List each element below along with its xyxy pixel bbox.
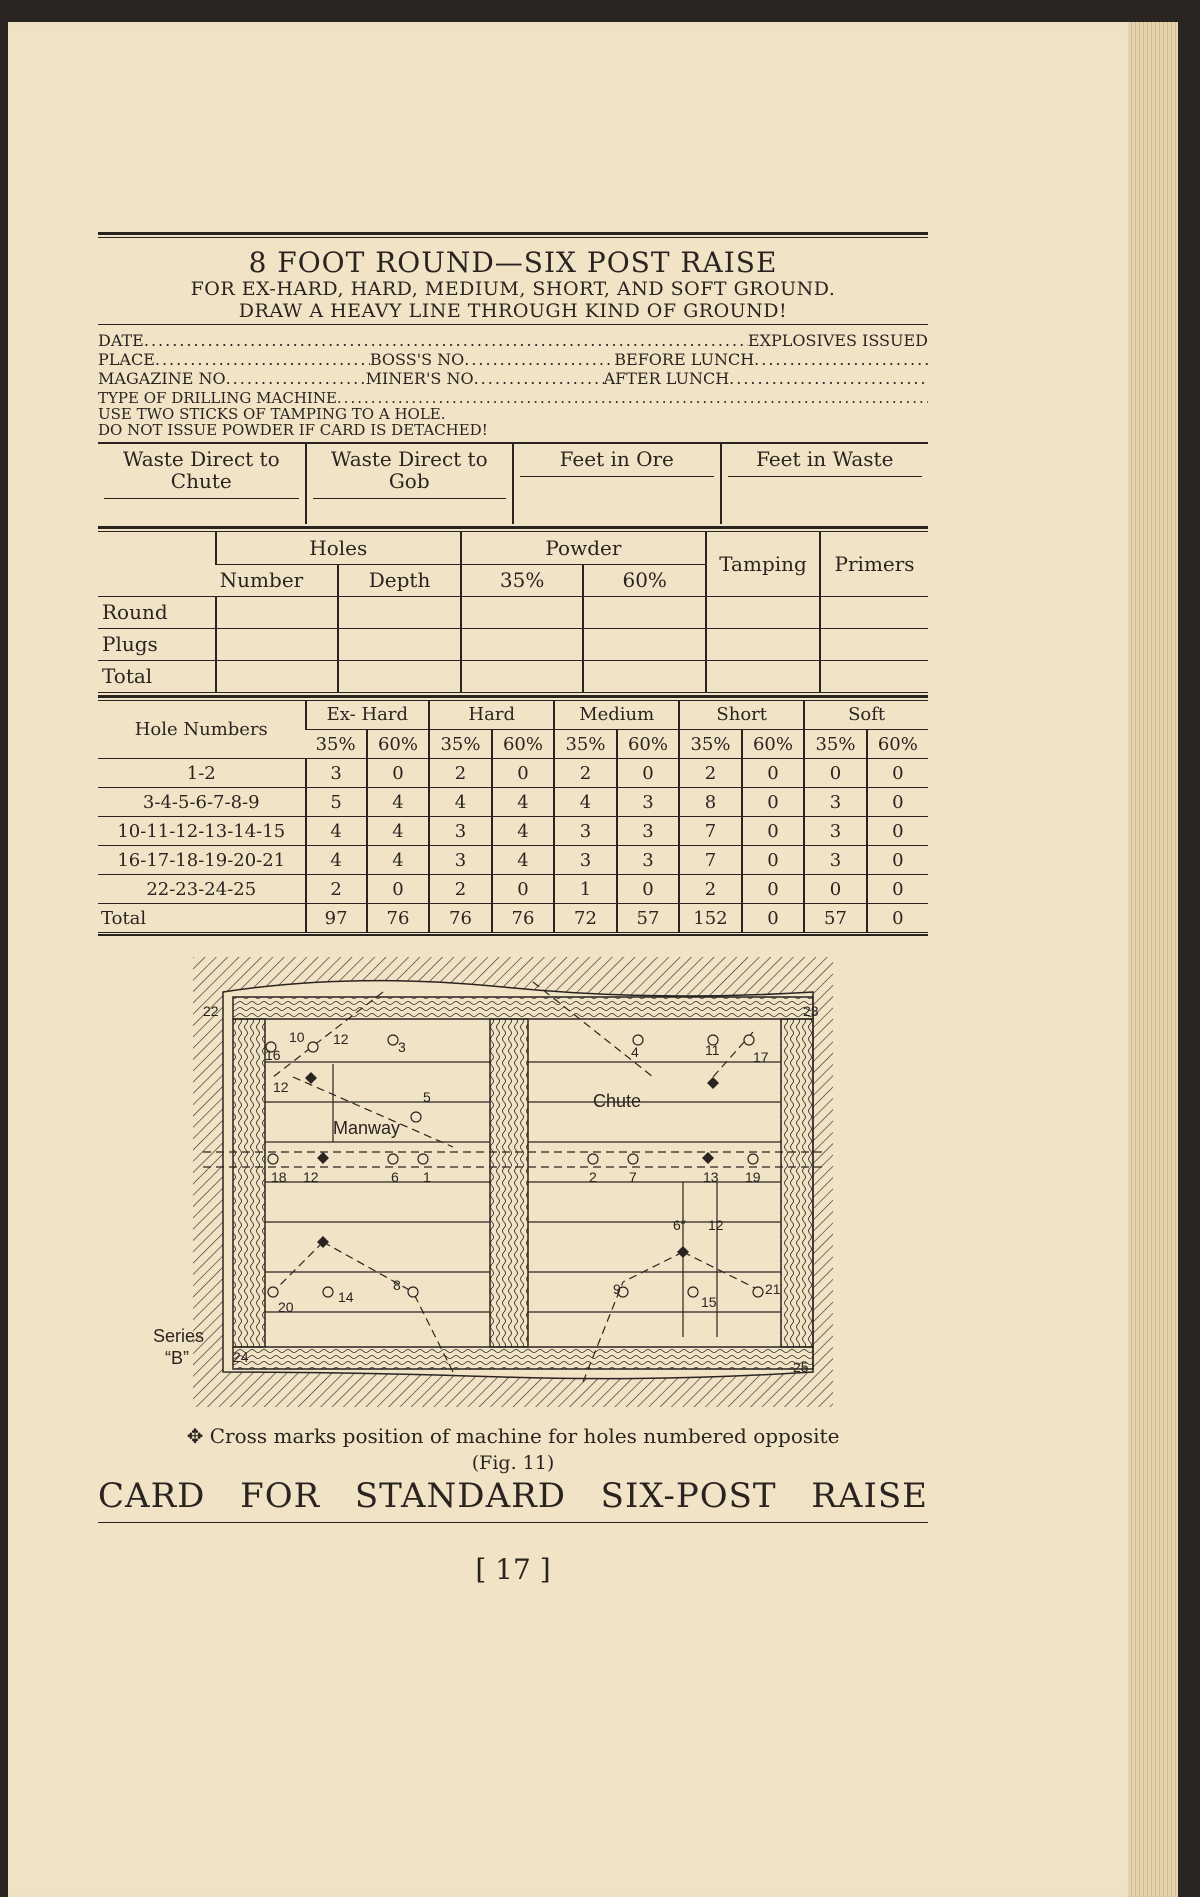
charge-cell: 2: [679, 759, 742, 788]
raise-diagram: [153, 952, 873, 1412]
ground-row: [98, 817, 928, 846]
explosives-issued-label: EXPLOSIVES ISSUED: [747, 331, 928, 350]
pct-header-p60: 60%: [617, 730, 680, 759]
figure-number: (Fig. 11): [471, 1452, 555, 1474]
ground-medium-header: Medium: [554, 701, 679, 730]
card-subtitle: FOR EX-HARD, HARD, MEDIUM, SHORT, AND SOFT GROUND.: [190, 278, 836, 300]
manway-label: Manway: [333, 1118, 401, 1138]
total-cell: 76: [492, 904, 555, 933]
charge-cell: 0: [867, 759, 928, 788]
depth-header: Depth: [338, 564, 461, 596]
total-cell: 97: [306, 904, 367, 933]
card-title: 8 FOOT ROUND—SIX POST RAISE: [248, 246, 778, 279]
hole-label-10: 10: [289, 1029, 305, 1045]
ground-row: [98, 759, 928, 788]
hole-label-4: 4: [631, 1044, 639, 1060]
pct-header-p35: 35%: [429, 730, 492, 759]
hole-numbers-cell: 16-17-18-19-20-21: [98, 846, 306, 875]
total-cell: 57: [617, 904, 680, 933]
charge-cell: 0: [742, 759, 805, 788]
tamping-header: Tamping: [706, 532, 820, 596]
ground-total-row: [98, 904, 928, 933]
charge-cell: 0: [617, 759, 680, 788]
legend-text: Cross marks position of machine for holes numbered opposite: [209, 1424, 840, 1448]
pct-header-p60: 60%: [867, 730, 928, 759]
hole-label-1: 1: [423, 1169, 431, 1185]
ground-row: [98, 846, 928, 875]
hole-numbers-cell: 3-4-5-6-7-8-9: [98, 788, 306, 817]
center-post: [490, 1019, 528, 1347]
charge-cell: 4: [429, 788, 492, 817]
holes-row-round: [98, 596, 928, 628]
page-caption: [98, 1476, 928, 1516]
pct-header-p60: 60%: [492, 730, 555, 759]
powder-60-header: 60%: [583, 564, 706, 596]
charge-cell: 1: [554, 875, 617, 904]
total-label: Total: [98, 904, 306, 933]
charge-cell: 0: [367, 875, 430, 904]
caption-word-3: STANDARD: [354, 1476, 566, 1516]
charge-cell: 0: [742, 788, 805, 817]
magazine-no-label: MAGAZINE NO: [98, 369, 226, 388]
powder-header: Powder: [461, 532, 706, 564]
charge-cell: 3: [306, 759, 367, 788]
hole-label-3: 3: [398, 1039, 406, 1055]
holes-header: Holes: [216, 532, 461, 564]
total-cell: 152: [679, 904, 742, 933]
charge-cell: 0: [742, 875, 805, 904]
tamping-note: USE TWO STICKS OF TAMPING TO A HOLE.: [98, 405, 446, 423]
charge-cell: 4: [367, 788, 430, 817]
series-label: Series: [153, 1326, 205, 1346]
charge-cell: 4: [367, 817, 430, 846]
ground-row: [98, 875, 928, 904]
hole-numbers-cell: 1-2: [98, 759, 306, 788]
charge-cell: 2: [429, 875, 492, 904]
before-lunch-label: BEFORE LUNCH: [614, 350, 755, 369]
hole-label-14: 14: [338, 1289, 354, 1305]
after-lunch-field[interactable]: [729, 369, 928, 388]
ground-table: [98, 701, 928, 934]
book-page: [8, 22, 1178, 1897]
row-label-total: Total: [98, 660, 216, 692]
before-lunch-field[interactable]: [754, 350, 928, 369]
dim-label-12b: 12: [708, 1217, 724, 1233]
waste-table: [98, 444, 928, 524]
ground-soft-header: Soft: [804, 701, 928, 730]
charge-cell: 3: [554, 817, 617, 846]
charge-cell: 4: [306, 846, 367, 875]
miner-no-field[interactable]: [474, 369, 604, 388]
charge-cell: 4: [554, 788, 617, 817]
holes-row-total: [98, 660, 928, 692]
caption-word-5: RAISE: [811, 1476, 928, 1516]
ground-exhard-header: Ex- Hard: [306, 701, 430, 730]
ground-short-header: Short: [679, 701, 804, 730]
top-wall-plate: [233, 997, 813, 1019]
ground-hard-header: Hard: [429, 701, 554, 730]
card-content: [98, 232, 928, 1586]
feet-ore-header: Feet in Ore: [520, 448, 714, 477]
row-label-round: Round: [98, 596, 216, 628]
pct-header-p35: 35%: [804, 730, 867, 759]
charge-cell: 3: [617, 788, 680, 817]
bottom-wall-plate: [233, 1347, 813, 1369]
total-cell: 0: [867, 904, 928, 933]
charge-cell: 4: [367, 846, 430, 875]
series-b-label: “B”: [165, 1348, 189, 1368]
hole-label-15: 15: [701, 1294, 717, 1310]
charge-cell: 3: [617, 817, 680, 846]
hole-label-24: 24: [233, 1349, 249, 1365]
hole-label-25: 25: [793, 1359, 809, 1375]
charge-cell: 0: [367, 759, 430, 788]
card-instruction: DRAW A HEAVY LINE THROUGH KIND OF GROUND!: [98, 300, 928, 325]
charge-cell: 0: [742, 817, 805, 846]
charge-cell: 4: [492, 846, 555, 875]
row-label-plugs: Plugs: [98, 628, 216, 660]
top-rule: [98, 232, 928, 238]
hole-numbers-cell: 10-11-12-13-14-15: [98, 817, 306, 846]
hole-numbers-cell: 22-23-24-25: [98, 875, 306, 904]
charge-cell: 7: [679, 846, 742, 875]
pct-header-p60: 60%: [367, 730, 430, 759]
date-field[interactable]: [144, 331, 748, 350]
charge-cell: 2: [679, 875, 742, 904]
charge-cell: 0: [867, 817, 928, 846]
magazine-no-field[interactable]: [226, 369, 366, 388]
hole-label-12a: 12: [333, 1031, 349, 1047]
charge-cell: 3: [429, 817, 492, 846]
hole-label-21: 21: [765, 1281, 781, 1297]
caption-word-1: CARD: [98, 1476, 206, 1516]
charge-cell: 0: [804, 759, 867, 788]
hole-label-2: 2: [589, 1169, 597, 1185]
boss-no-label: BOSS'S NO: [369, 350, 465, 369]
hole-label-17: 17: [753, 1049, 769, 1065]
hole-label-20: 20: [278, 1299, 294, 1315]
charge-cell: 0: [867, 875, 928, 904]
charge-cell: 4: [306, 817, 367, 846]
hole-label-6: 6: [391, 1169, 399, 1185]
drilling-machine-field[interactable]: [337, 390, 928, 406]
place-field[interactable]: [155, 350, 370, 369]
number-header: Number: [216, 564, 339, 596]
charge-cell: 4: [492, 788, 555, 817]
hole-label-19: 19: [745, 1169, 761, 1185]
charge-cell: 3: [617, 846, 680, 875]
hole-label-23: 23: [803, 1003, 819, 1019]
charge-cell: 0: [492, 875, 555, 904]
hole-label-18: 18: [271, 1169, 287, 1185]
dim-label-12: 12: [273, 1079, 289, 1095]
charge-cell: 3: [554, 846, 617, 875]
charge-cell: 0: [867, 846, 928, 875]
charge-cell: 7: [679, 817, 742, 846]
charge-cell: 3: [804, 846, 867, 875]
hole-label-8: 8: [393, 1277, 401, 1293]
hole-label-7: 7: [629, 1169, 637, 1185]
primers-header: Primers: [820, 532, 928, 596]
waste-chute-header: Waste Direct to Chute: [104, 448, 299, 499]
charge-cell: 8: [679, 788, 742, 817]
left-post: [233, 1019, 265, 1347]
page-edge: [1128, 22, 1178, 1897]
waste-gob-header: Waste Direct to Gob: [313, 448, 507, 499]
hole-numbers-header: Hole Numbers: [98, 701, 306, 759]
charge-cell: 2: [554, 759, 617, 788]
dim-label-6: 6″: [673, 1217, 686, 1233]
form-fields: [98, 331, 928, 438]
hole-label-11: 11: [705, 1042, 720, 1058]
charge-cell: 2: [306, 875, 367, 904]
hole-label-22: 22: [203, 1003, 219, 1019]
date-label: DATE: [98, 331, 144, 350]
charge-cell: 4: [492, 817, 555, 846]
total-cell: 0: [742, 904, 805, 933]
boss-no-field[interactable]: [464, 350, 614, 369]
hole-label-9: 9: [613, 1281, 621, 1297]
chute-label: Chute: [593, 1091, 642, 1111]
charge-cell: 0: [742, 846, 805, 875]
powder-note: DO NOT ISSUE POWDER IF CARD IS DETACHED!: [98, 421, 488, 439]
machine-position-icon: ✥: [186, 1424, 210, 1448]
charge-cell: 3: [804, 788, 867, 817]
charge-cell: 3: [804, 817, 867, 846]
page-number: [ 17 ]: [475, 1553, 551, 1586]
pct-header-p60: 60%: [742, 730, 805, 759]
total-cell: 76: [367, 904, 430, 933]
right-post: [781, 1019, 813, 1347]
hole-label-16: 16: [265, 1047, 281, 1063]
hole-label-5: 5: [423, 1089, 431, 1105]
pct-header-p35: 35%: [306, 730, 367, 759]
charge-cell: 3: [429, 846, 492, 875]
total-cell: 57: [804, 904, 867, 933]
hole-label-13: 13: [703, 1169, 719, 1185]
caption-word-4: SIX-POST: [600, 1476, 777, 1516]
ground-row: [98, 788, 928, 817]
charge-cell: 0: [867, 788, 928, 817]
feet-waste-header: Feet in Waste: [728, 448, 923, 477]
charge-cell: 2: [429, 759, 492, 788]
legend: [98, 1424, 928, 1448]
drilling-machine-label: TYPE OF DRILLING MACHINE: [98, 390, 337, 406]
pct-header-p35: 35%: [554, 730, 617, 759]
hole-label-12: 12: [303, 1169, 319, 1185]
total-cell: 72: [554, 904, 617, 933]
place-label: PLACE: [98, 350, 155, 369]
powder-35-header: 35%: [461, 564, 584, 596]
holes-row-plugs: [98, 628, 928, 660]
holes-powder-table: [98, 532, 928, 693]
after-lunch-label: AFTER LUNCH: [603, 369, 730, 388]
pct-header-p35: 35%: [679, 730, 742, 759]
miner-no-label: MINER'S NO: [365, 369, 474, 388]
charge-cell: 0: [492, 759, 555, 788]
charge-cell: 5: [306, 788, 367, 817]
caption-word-2: FOR: [240, 1476, 321, 1516]
charge-cell: 0: [617, 875, 680, 904]
total-cell: 76: [429, 904, 492, 933]
charge-cell: 0: [804, 875, 867, 904]
